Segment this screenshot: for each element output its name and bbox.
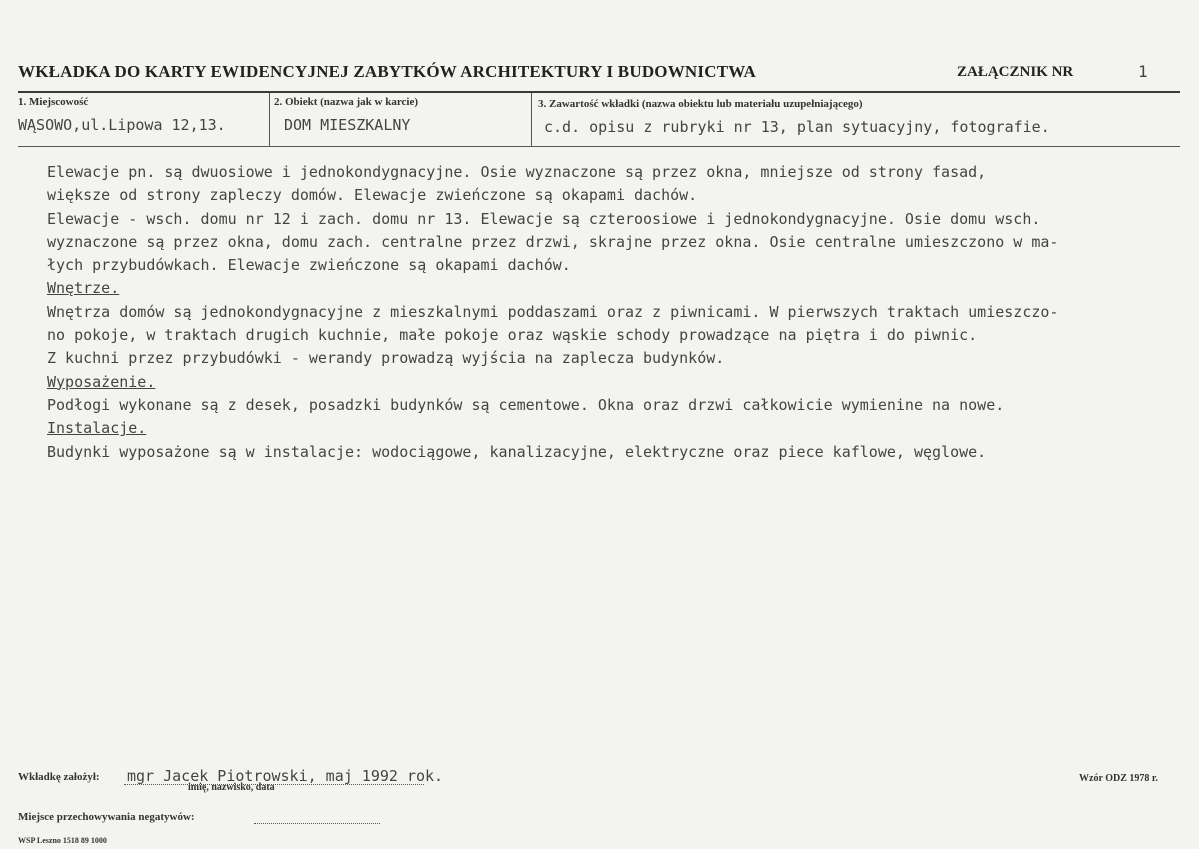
- locality-value: WĄSOWO,ul.Lipowa 12,13.: [18, 116, 226, 134]
- field-divider: [269, 93, 270, 146]
- made-by-value: mgr Jacek Piotrowski, maj 1992 rok.: [127, 767, 444, 785]
- description-line: łych przybudówkach. Elewacje zwieńczone są okapami dachów.: [47, 256, 571, 275]
- description-text: [47, 161, 1182, 464]
- description-line: Podłogi wykonane są z desek, posadzki budynków są cementowe. Okna oraz drzwi całkowicie wymienine na nowe.: [47, 395, 1005, 414]
- description-line: Elewacje - wsch. domu nr 12 i zach. domu nr 13. Elewacje są czteroosiowe i jednokondygnacyjne. Osie domu wsch.: [47, 209, 1041, 228]
- made-by-caption: imię, nazwisko, data: [188, 782, 275, 793]
- fields-rule: [18, 146, 1180, 147]
- annex-label: ZAŁĄCZNIK NR: [957, 64, 1074, 80]
- description-line: Elewacje pn. są dwuosiowe i jednokondygnacyjne. Osie wyznaczone są przez okna, mniejsze od strony fasad,: [47, 163, 987, 181]
- contents-value: c.d. opisu z rubryki nr 13, plan sytuacyjny, fotografie.: [544, 118, 1050, 136]
- description-line: większe od strony zapleczy domów. Elewacje zwieńczone są okapami dachów.: [47, 186, 698, 205]
- print-info: WSP Leszno 1518 89 1000: [18, 836, 107, 845]
- object-label: 2. Obiekt (nazwa jak w karcie): [274, 96, 419, 108]
- section-heading: Instalacje.: [47, 419, 147, 438]
- locality-label: 1. Miejscowość: [18, 96, 89, 108]
- form-code: Wzór ODZ 1978 r.: [1079, 773, 1158, 784]
- field-divider: [531, 93, 532, 146]
- negatives-label: Miejsce przechowywania negatywów:: [18, 811, 195, 823]
- description-line: wyznaczone są przez okna, domu zach. centralne przez drzwi, skrajne przez okna. Osie centralne umieszczono w ma-: [47, 232, 1059, 251]
- description-line: Wnętrza domów są jednokondygnacyjne z mieszkalnymi poddaszami oraz z piwnicami. W pierwszych traktach umieszczo-: [47, 302, 1059, 321]
- document-title: WKŁADKA DO KARTY EWIDENCYJNEJ ZABYTKÓW ARCHITEKTURY I BUDOWNICTWA: [18, 62, 757, 81]
- section-heading: Wyposażenie.: [47, 372, 156, 391]
- made-by-label: Wkładkę założył:: [18, 771, 100, 783]
- negatives-dotted-line: [254, 823, 380, 824]
- header-rule: [18, 91, 1180, 93]
- section-heading: Wnętrze.: [47, 279, 120, 298]
- description-line: no pokoje, w traktach drugich kuchnie, małe pokoje oraz wąskie schody prowadzące na piętra i do piwnic.: [47, 326, 978, 345]
- contents-label: 3. Zawartość wkładki (nazwa obiektu lub materiału uzupełniającego): [538, 98, 863, 110]
- description-line: Budynki wyposażone są w instalacje: wodociągowe, kanalizacyjne, elektryczne oraz piece kaflowe, węglowe.: [47, 442, 987, 461]
- annex-number: 1: [1138, 62, 1148, 81]
- object-value: DOM MIESZKALNY: [284, 116, 411, 134]
- description-line: Z kuchni przez przybudówki - werandy prowadzą wyjścia na zaplecza budynków.: [47, 349, 725, 368]
